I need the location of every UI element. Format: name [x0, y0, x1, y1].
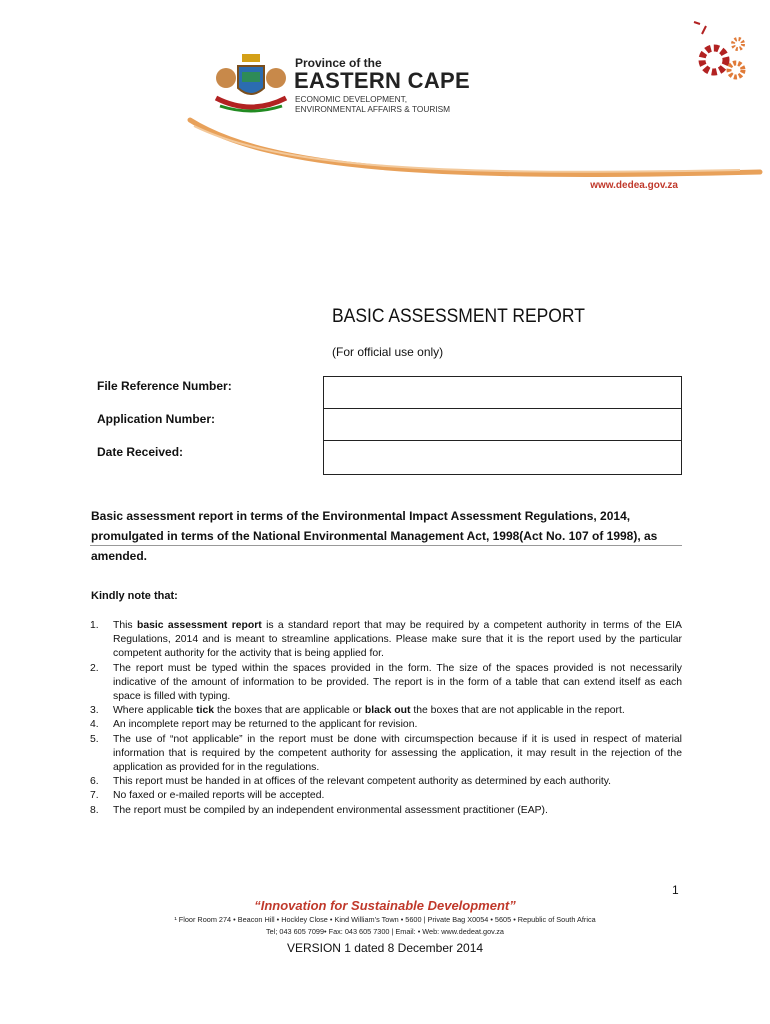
province-label: Province of the — [295, 56, 382, 70]
footer-motto: “Innovation for Sustainable Development” — [254, 898, 516, 913]
province-name: EASTERN CAPE — [294, 68, 470, 93]
list-item — [90, 775, 682, 789]
list-item-number: 4. — [90, 719, 99, 731]
list-item-number: 7. — [90, 790, 99, 802]
note-text-part: is a standard report that may be required by a competent authority in terms of the EIA Regulations, 2014 and is meant to streamline applications. Please make sure that it is the report used by the particular competent authority for the activity that is being applied for. — [113, 620, 682, 660]
version-label: VERSION 1 dated 8 December 2014 — [286, 941, 484, 955]
note-text-part: This — [113, 620, 137, 631]
application-number-label: Application Number: — [97, 412, 216, 426]
note-bold-part: tick — [196, 705, 215, 717]
list-item — [90, 789, 682, 803]
page-number: 1 — [672, 883, 679, 897]
application-number-field[interactable] — [324, 409, 681, 441]
list-item-text: No faxed or e-mailed reports will be accepted. — [113, 790, 325, 802]
coat-of-arms-logo — [212, 52, 290, 114]
note-text-part: the boxes that are applicable or — [214, 705, 365, 717]
list-item — [90, 718, 682, 732]
file-reference-field[interactable] — [324, 377, 681, 409]
gears-icon — [684, 18, 754, 88]
list-item-text: The report must be typed within the spaces provided in the form. The size of the spaces provided is not necessarily indicative of the amount of information to be provided. The report is in the form of a table that can extend itself as each space is filled with typing. — [113, 662, 682, 703]
list-item-text — [113, 619, 682, 662]
list-item-text — [113, 704, 682, 718]
note-bold-part: basic assessment report — [136, 620, 262, 631]
department-line-2: ENVIRONMENTAL AFFAIRS & TOURISM — [295, 104, 451, 114]
list-item — [90, 704, 682, 718]
list-item-number: 8. — [90, 804, 99, 816]
note-bold-part: black out — [364, 705, 411, 717]
list-item — [90, 733, 682, 776]
list-item-text: This report must be handed in at offices of the relevant competent authority as determined by each authority. — [113, 776, 612, 788]
list-item — [90, 662, 682, 705]
department-line-1: ECONOMIC DEVELOPMENT, — [295, 94, 408, 104]
list-item-text: The report must be compiled by an independent environmental assessment practitioner (EAP). — [113, 804, 548, 816]
official-use-note: (For official use only) — [332, 345, 444, 359]
list-item-number: 5. — [90, 733, 99, 745]
list-item-number: 3. — [90, 705, 99, 717]
list-item — [90, 804, 682, 818]
date-received-label: Date Received: — [97, 445, 184, 459]
list-item — [90, 619, 682, 662]
list-item-text: The use of “not applicable” in the report must be done with circumspection because if it is used in respect of material information that is required by the competent authority for assessing the application, it may result in the rejection of the application as provided for in the regulations. — [113, 733, 682, 774]
page-title: BASIC ASSESSMENT REPORT — [332, 306, 585, 327]
note-text-part: the boxes that are not applicable in the report. — [410, 705, 625, 717]
footer-address: ¹ Floor Room 274 • Beacon Hill • Hockley Close • Kind William’s Town • 5600 | Private Bag X0054 • 5605 • Republic of South Africa — [174, 915, 596, 924]
file-reference-label: File Reference Number: — [97, 379, 232, 393]
intro-statement: Basic assessment report in terms of the Environmental Impact Assessment Regulations, 2014, promulgated in terms of the National Environmental Management Act, 1998(Act No. 107 of 1998), as amended. — [91, 509, 658, 563]
date-received-field[interactable] — [324, 441, 681, 474]
note-text-part: Where applicable — [113, 705, 197, 717]
kindly-note-heading: Kindly note that: — [91, 590, 178, 602]
department-name — [295, 94, 450, 114]
website-link[interactable]: www.dedea.gov.za — [590, 180, 678, 191]
footer-contact: Tel; 043 605 7099• Fax: 043 605 7300 | Email: • Web: www.dedeat.gov.za — [266, 927, 504, 936]
list-item-number: 2. — [90, 662, 99, 674]
list-item-number: 1. — [90, 620, 99, 631]
list-item-text: An incomplete report may be returned to the applicant for revision. — [113, 719, 418, 731]
list-item-number: 6. — [90, 776, 99, 788]
divider — [90, 545, 682, 546]
notes-list — [90, 619, 682, 818]
official-use-fields — [323, 376, 682, 475]
